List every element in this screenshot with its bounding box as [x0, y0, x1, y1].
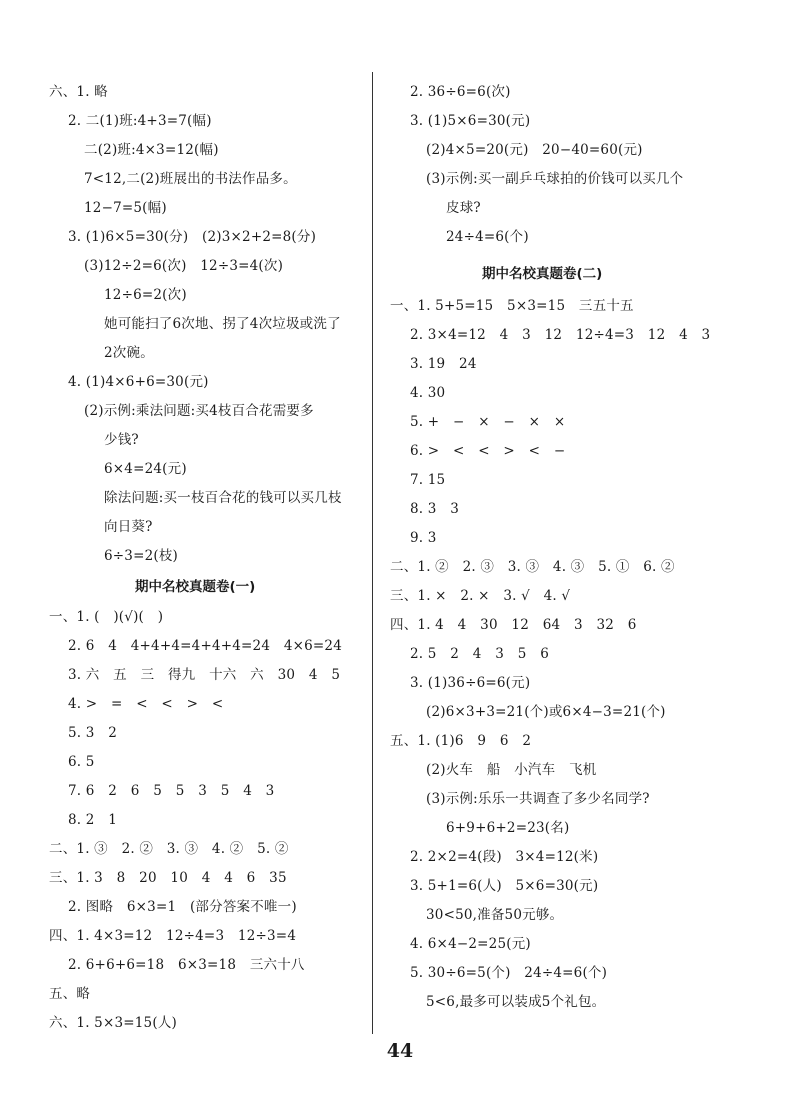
- answer-line: 8. 2 1: [68, 812, 118, 828]
- answer-line: 2. 36÷6=6(次): [410, 84, 511, 100]
- answer-line: 3. 19 24: [410, 356, 477, 372]
- answer-line: 3. (1)36÷6=6(元): [410, 675, 531, 691]
- answer-line: (2)6×3+3=21(个)或6×4−3=21(个): [426, 704, 666, 720]
- answer-line: 5. + − × − × ×: [410, 414, 566, 430]
- answer-line: 一、1. ( )(√)( ): [49, 609, 164, 625]
- answer-line: 7<12,二(2)班展出的书法作品多。: [84, 171, 297, 187]
- section-title: 期中名校真题卷(一): [135, 579, 256, 595]
- answer-line: 5<6,最多可以装成5个礼包。: [426, 994, 606, 1010]
- answer-line: 30<50,准备50元够。: [426, 907, 564, 923]
- answer-line: (2)4×5=20(元) 20−40=60(元): [426, 142, 643, 158]
- answer-line: 她可能扫了6次地、拐了4次垃圾或洗了: [104, 316, 341, 332]
- answer-line: 2. 5 2 4 3 5 6: [410, 646, 550, 662]
- answer-line: 五、略: [49, 986, 91, 1002]
- answer-line: 3. 5+1=6(人) 5×6=30(元): [410, 878, 599, 894]
- answer-line: 6÷3=2(枝): [104, 548, 179, 564]
- answer-line: 四、1. 4×3=12 12÷4=3 12÷3=4: [49, 928, 297, 944]
- answer-line: 2. 3×4=12 4 3 12 12÷4=3 12 4 3: [410, 327, 711, 343]
- answer-line: 4. 6×4−2=25(元): [410, 936, 531, 952]
- answer-line: (2)火车 船 小汽车 飞机: [426, 762, 597, 778]
- answer-line: 4. 30: [410, 385, 446, 401]
- answer-line: 2次碗。: [104, 345, 154, 361]
- answer-line: 2. 二(1)班:4+3=7(幅): [68, 113, 212, 129]
- answer-line: 9. 3: [410, 530, 437, 546]
- answer-line: 6. > < < > < −: [410, 443, 566, 459]
- page-number: 44: [386, 1040, 414, 1062]
- answer-line: 三、1. × 2. × 3. √ 4. √: [390, 588, 571, 604]
- answer-line: 二、1. ② 2. ③ 3. ③ 4. ③ 5. ① 6. ②: [390, 559, 675, 575]
- answer-line: 24÷4=6(个): [446, 229, 529, 245]
- answer-line: 除法问题:买一枝百合花的钱可以买几枝: [104, 490, 342, 506]
- answer-line: 三、1. 3 8 20 10 4 4 6 35: [49, 870, 287, 886]
- section-title: 期中名校真题卷(二): [482, 266, 603, 282]
- answer-line: 2. 6 4 4+4+4=4+4+4=24 4×6=24: [68, 638, 343, 654]
- answer-line: (3)示例:乐乐一共调查了多少名同学?: [426, 791, 650, 807]
- answer-line: 6+9+6+2=23(名): [446, 820, 570, 836]
- answer-line: (3)12÷2=6(次) 12÷3=4(次): [84, 258, 284, 274]
- answer-line: 6×4=24(元): [104, 461, 187, 477]
- answer-line: 5. 30÷6=5(个) 24÷4=6(个): [410, 965, 608, 981]
- answer-line: 6. 5: [68, 754, 95, 770]
- answer-line: (2)示例:乘法问题:买4枝百合花需要多: [84, 403, 314, 419]
- answer-line: 2. 图略 6×3=1 (部分答案不唯一): [68, 899, 297, 915]
- answer-line: 六、1. 5×3=15(人): [49, 1015, 177, 1031]
- answer-line: 8. 3 3: [410, 501, 460, 517]
- answer-line: 二(2)班:4×3=12(幅): [84, 142, 219, 158]
- answer-line: 一、1. 5+5=15 5×3=15 三五十五: [390, 298, 634, 314]
- answer-line: 五、1. (1)6 9 6 2: [390, 733, 532, 749]
- answer-line: 六、1. 略: [49, 84, 108, 100]
- answer-line: 少钱?: [104, 432, 139, 448]
- answer-line: 3. 六 五 三 得九 十六 六 30 4 5: [68, 667, 341, 683]
- answer-line: 12÷6=2(次): [104, 287, 187, 303]
- answer-line: 12−7=5(幅): [84, 200, 167, 216]
- answer-line: 四、1. 4 4 30 12 64 3 32 6: [390, 617, 637, 633]
- answer-line: 7. 6 2 6 5 5 3 5 4 3: [68, 783, 275, 799]
- answer-line: 5. 3 2: [68, 725, 118, 741]
- answer-line: 3. (1)6×5=30(分) (2)3×2+2=8(分): [68, 229, 317, 245]
- answer-line: 2. 2×2=4(段) 3×4=12(米): [410, 849, 599, 865]
- answer-line: 二、1. ③ 2. ② 3. ③ 4. ② 5. ②: [49, 841, 289, 857]
- answer-line: 3. (1)5×6=30(元): [410, 113, 531, 129]
- answer-line: 向日葵?: [104, 519, 153, 535]
- answer-line: 4. > = < < > <: [68, 696, 224, 712]
- answer-line: 7. 15: [410, 472, 446, 488]
- answer-line: 4. (1)4×6+6=30(元): [68, 374, 209, 390]
- answer-line: 2. 6+6+6=18 6×3=18 三六十八: [68, 957, 305, 973]
- answer-line: 皮球?: [446, 200, 481, 216]
- answer-line: (3)示例:买一副乒乓球拍的价钱可以买几个: [426, 171, 684, 187]
- column-divider: [372, 72, 373, 1034]
